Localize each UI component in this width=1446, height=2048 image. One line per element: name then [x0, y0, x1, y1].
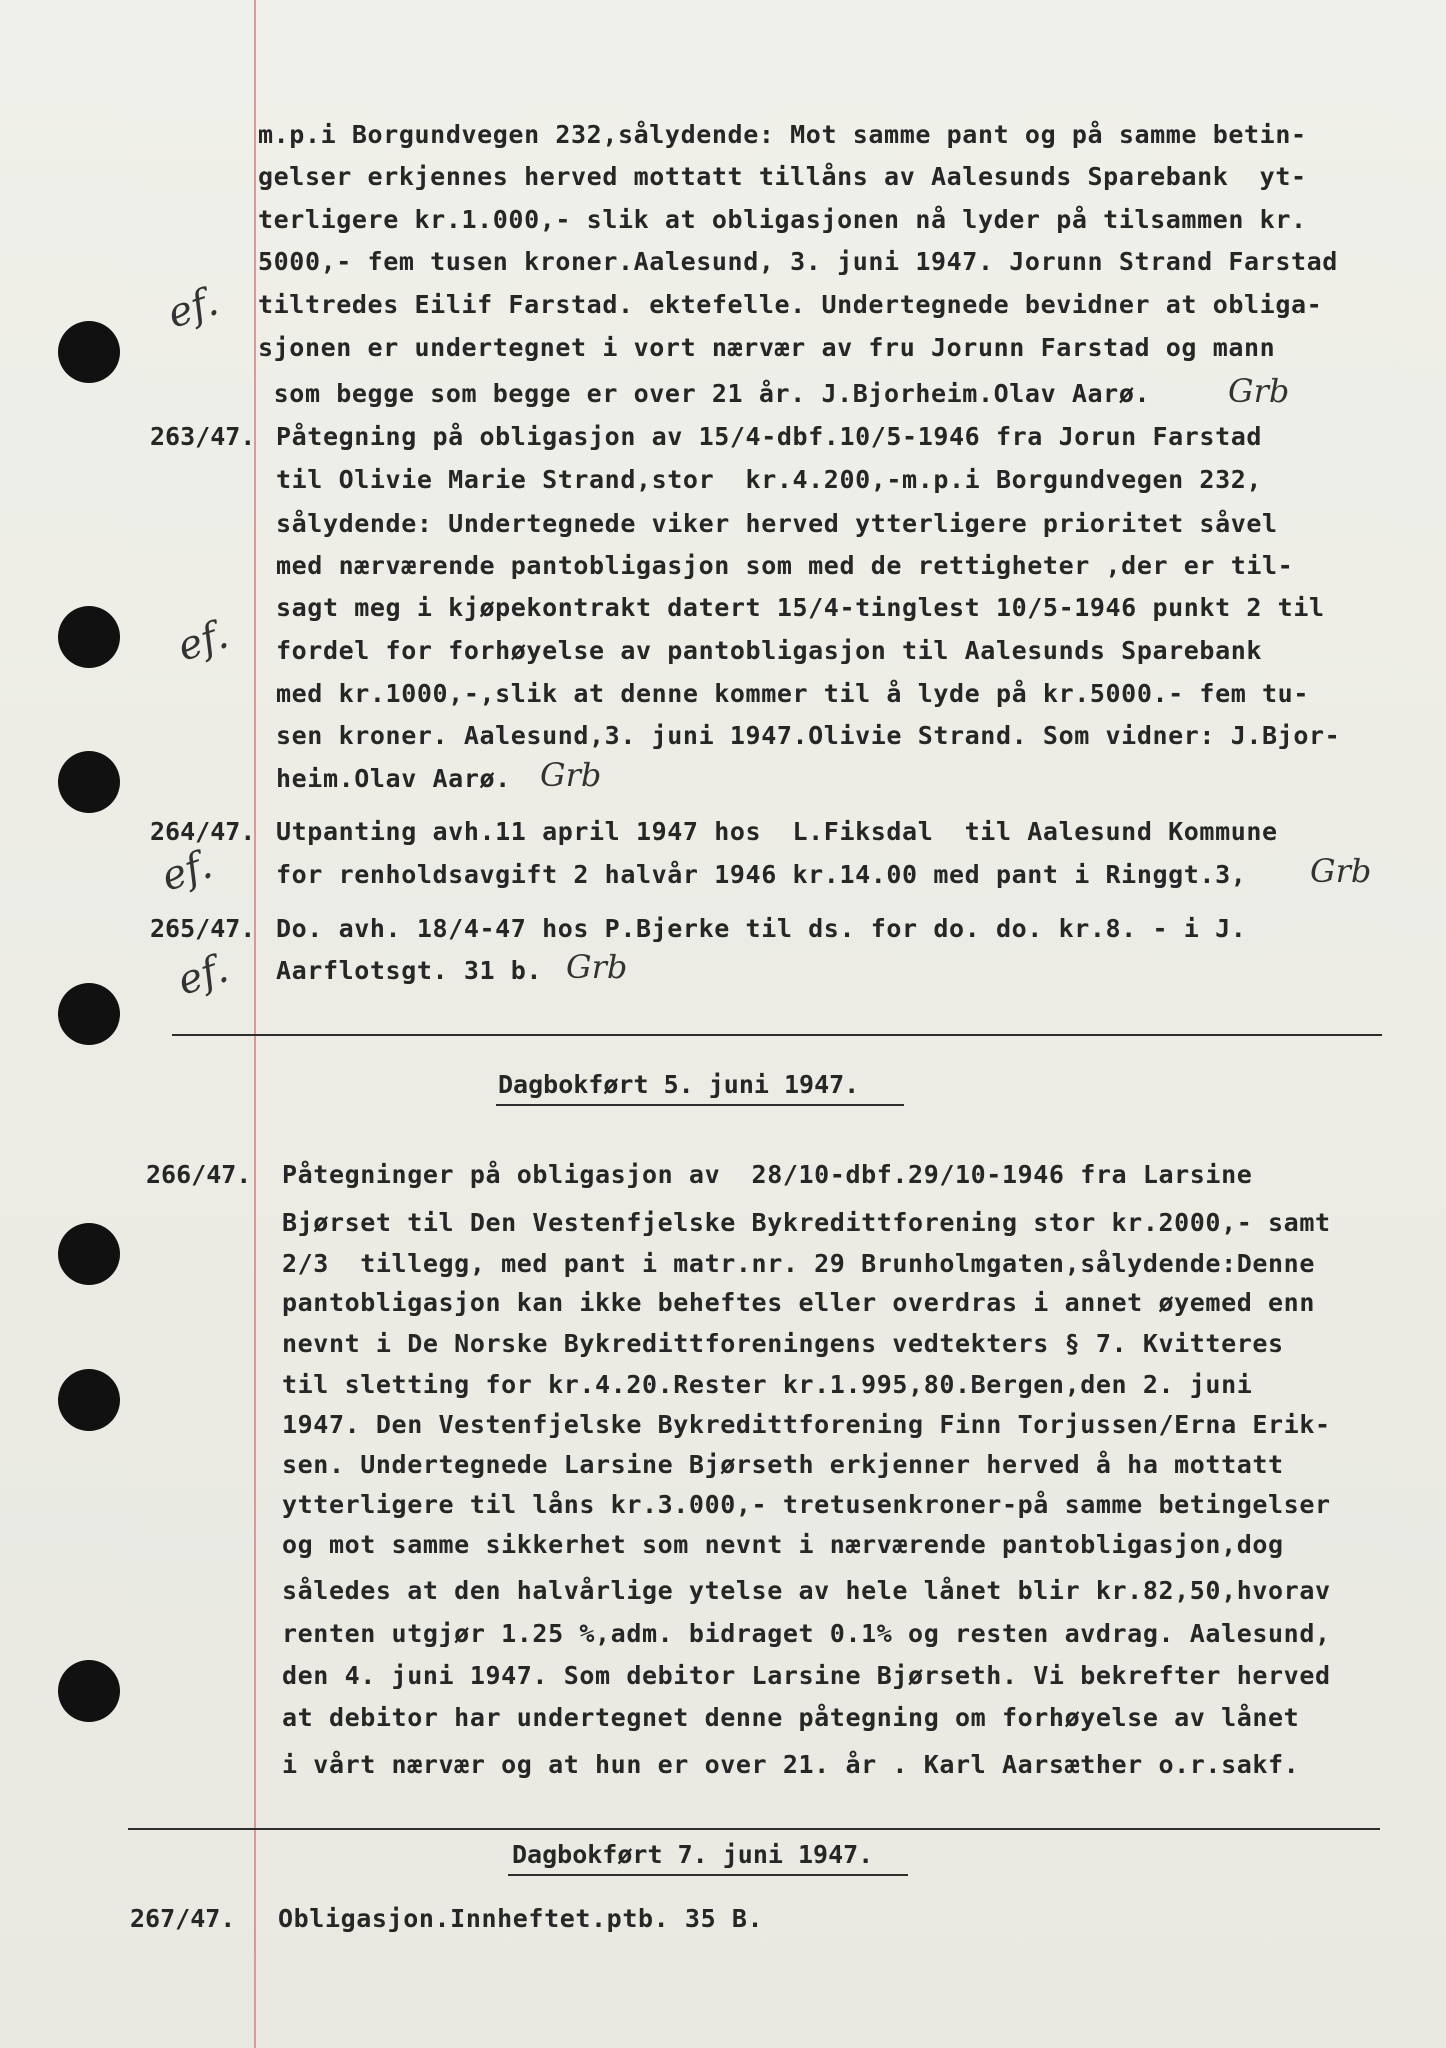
text-line: at debitor har undertegnet denne påtegning om forhøyelse av lånet [282, 1703, 1300, 1732]
entry-number: 267/47. [130, 1904, 236, 1933]
text-line: for renholdsavgift 2 halvår 1946 kr.14.00 med pant i Ringgt.3, [276, 860, 1247, 889]
text-line: Obligasjon.Innheftet.ptb. 35 B. [278, 1904, 764, 1933]
text-line: og mot samme sikkerhet som nevnt i nærværende pantobligasjon,dog [282, 1530, 1284, 1559]
text-line: nevnt i De Norske Bykredittforeningens vedtekters § 7. Kvitteres [282, 1329, 1284, 1358]
section-heading: Dagbokført 7. juni 1947. [512, 1840, 874, 1869]
text-line: gelser erkjennes herved mottatt tillåns av Aalesunds Sparebank yt- [258, 162, 1307, 191]
text-line: pantobligasjon kan ikke beheftes eller overdras i annet øyemed enn [282, 1288, 1315, 1317]
text-line: Bjørset til Den Vestenfjelske Bykredittforening stor kr.2000,- samt [282, 1208, 1331, 1237]
text-line: renten utgjør 1.25 %,adm. bidraget 0.1% og resten avdrag. Aalesund, [282, 1619, 1331, 1648]
text-line: Aarflotsgt. 31 b. [276, 956, 543, 985]
text-line: således at den halvårlige ytelse av hele lånet blir kr.82,50,hvorav [282, 1576, 1331, 1605]
punch-hole [58, 983, 120, 1045]
initials-signature: Grb [566, 948, 628, 986]
text-line: 2/3 tillegg, med pant i matr.nr. 29 Brunholmgaten,sålydende:Denne [282, 1249, 1315, 1278]
text-line: Utpanting avh.11 april 1947 hos L.Fiksdal til Aalesund Kommune [276, 817, 1278, 846]
entry-number: 263/47. [150, 422, 256, 451]
text-line: Påtegning på obligasjon av 15/4-dbf.10/5-1946 fra Jorun Farstad [276, 422, 1263, 451]
margin-rule [254, 0, 256, 2048]
text-line: ytterligere til låns kr.3.000,- tretusenkroner-på samme betingelser [282, 1490, 1331, 1519]
text-line: m.p.i Borgundvegen 232,sålydende: Mot samme pant og på samme betin- [258, 120, 1307, 149]
text-line: sagt meg i kjøpekontrakt datert 15/4-tinglest 10/5-1946 punkt 2 til [276, 593, 1325, 622]
punch-hole [58, 751, 120, 813]
initials-signature: Grb [1228, 372, 1290, 410]
text-line: 1947. Den Vestenfjelske Bykredittforening Finn Torjussen/Erna Erik- [282, 1410, 1331, 1439]
entry-number: 266/47. [146, 1160, 252, 1189]
punch-hole [58, 606, 120, 668]
text-line: med nærværende pantobligasjon som med de rettigheter ,der er til- [276, 551, 1294, 580]
text-line: sjonen er undertegnet i vort nærvær av fru Jorunn Farstad og mann [258, 333, 1276, 362]
entry-number: 264/47. [150, 817, 256, 846]
text-line: 5000,- fem tusen kroner.Aalesund, 3. juni 1947. Jorunn Strand Farstad [258, 247, 1338, 276]
text-line: fordel for forhøyelse av pantobligasjon til Aalesunds Sparebank [276, 636, 1263, 665]
text-line: tiltredes Eilif Farstad. ektefelle. Undertegnede bevidner at obliga- [258, 290, 1323, 319]
section-heading: Dagbokført 5. juni 1947. [498, 1070, 860, 1099]
punch-hole [58, 1223, 120, 1285]
entry-number: 265/47. [150, 914, 256, 943]
heading-underline [496, 1104, 904, 1106]
text-line: sen. Undertegnede Larsine Bjørseth erkjenner herved å ha mottatt [282, 1450, 1284, 1479]
text-line: heim.Olav Aarø. [276, 764, 511, 793]
text-line: til sletting for kr.4.20.Rester kr.1.995,80.Bergen,den 2. juni [282, 1370, 1253, 1399]
text-line: sen kroner. Aalesund,3. juni 1947.Olivie Strand. Som vidner: J.Bjor- [276, 721, 1341, 750]
text-line: i vårt nærvær og at hun er over 21. år . Karl Aarsæther o.r.sakf. [282, 1750, 1300, 1779]
margin-mark-ef: ef. [156, 841, 218, 901]
initials-signature: Grb [540, 756, 602, 794]
margin-mark-ef: ef. [162, 278, 224, 338]
margin-mark-ef: ef. [172, 611, 234, 671]
punch-hole [58, 1369, 120, 1431]
heading-underline [508, 1874, 908, 1876]
section-divider [128, 1828, 1380, 1830]
punch-hole [58, 1660, 120, 1722]
punch-hole [58, 321, 120, 383]
text-line: med kr.1000,-,slik at denne kommer til å lyde på kr.5000.- fem tu- [276, 679, 1309, 708]
text-line: Påtegninger på obligasjon av 28/10-dbf.29/10-1946 fra Larsine [282, 1160, 1253, 1189]
margin-mark-ef: ef. [172, 945, 234, 1005]
text-line: terligere kr.1.000,- slik at obligasjonen nå lyder på tilsammen kr. [258, 205, 1307, 234]
section-divider [172, 1034, 1382, 1036]
initials-signature: Grb [1310, 852, 1372, 890]
text-line: sålydende: Undertegnede viker herved ytterligere prioritet såvel [276, 509, 1278, 538]
text-line: Do. avh. 18/4-47 hos P.Bjerke til ds. for do. do. kr.8. - i J. [276, 914, 1247, 943]
text-line: til Olivie Marie Strand,stor kr.4.200,-m.p.i Borgundvegen 232, [276, 465, 1263, 494]
text-line: den 4. juni 1947. Som debitor Larsine Bjørseth. Vi bekrefter herved [282, 1661, 1331, 1690]
text-line: som begge som begge er over 21 år. J.Bjorheim.Olav Aarø. [258, 379, 1151, 408]
